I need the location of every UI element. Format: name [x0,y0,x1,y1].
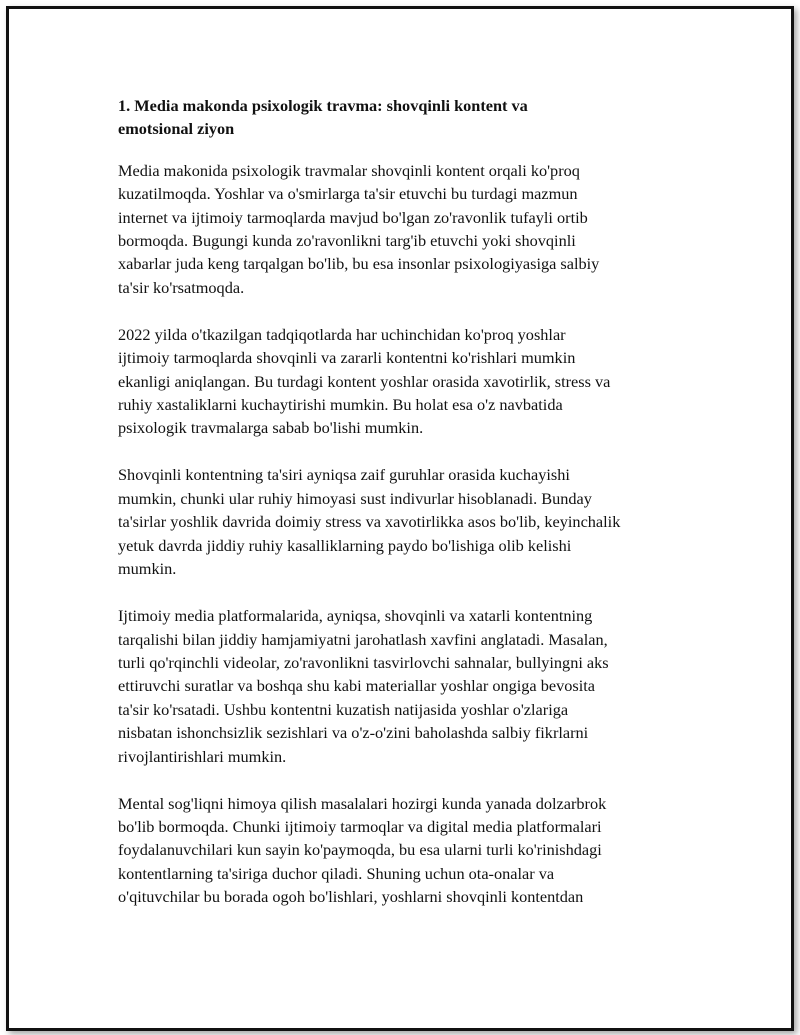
text-line: ta'sirlar yoshlik davrida doimiy stress va xavotirlikka asos bo'lib, keyinchalik [118,512,621,532]
text-line: ta'sir ko'rsatmoqda. [118,277,245,297]
text-line: ijtimoiy tarmoqlarda shovqinli va zararli kontentni ko'rishlari mumkin [118,348,576,368]
paragraph-2 [118,323,688,440]
text-line: kuzatilmoqda. Yoshlar va o'smirlarga ta'sir etuvchi bu turdagi mazmun [118,184,578,204]
section-heading [118,94,688,141]
paragraph-5 [118,792,688,909]
paragraph-1 [118,159,688,299]
text-line: internet va ijtimoiy tarmoqlarda mavjud bo'lgan zo'ravonlik tufayli ortib [118,207,588,227]
text-line: Ijtimoiy media platformalarida, ayniqsa, shovqinli va xatarli kontentning [118,606,593,626]
text-line: mumkin, chunki ular ruhiy himoyasi sust indivurlar hisoblanadi. Bunday [118,488,592,508]
text-line: ta'sir ko'rsatadi. Ushbu kontentni kuzatish natijasida yoshlar o'zlariga [118,699,569,719]
document-body [118,94,688,932]
text-line: yetuk davrda jiddiy ruhiy kasalliklarning paydo bo'lishiga olib kelishi [118,535,572,555]
heading-line: emotsional ziyon [118,119,235,139]
text-line: rivojlantirishlari mumkin. [118,746,287,766]
text-line: 2022 yilda o'tkazilgan tadqiqotlarda har uchinchidan ko'proq yoshlar [118,324,566,344]
text-line: Media makonida psixologik travmalar shovqinli kontent orqali ko'proq [118,160,580,180]
text-line: tarqalishi bilan jiddiy hamjamiyatni jarohatlash xavfini anglatadi. Masalan, [118,629,608,649]
heading-line: 1. Media makonda psixologik travma: shovqinli kontent va [118,96,528,115]
text-line: mumkin. [118,559,177,579]
text-line: turli qo'rqinchli videolar, zo'ravonlikni tasvirlovchi sahnalar, bullyingni aks [118,652,609,672]
text-line: ruhiy xastaliklarni kuchaytirishi mumkin. Bu holat esa o'z navbatida [118,395,563,415]
text-line: o'qituvchilar bu borada ogoh bo'lishlari, yoshlarni shovqinli kontentdan [118,887,584,907]
paragraph-4 [118,604,688,768]
text-line: Mental sog'liqni himoya qilish masalalari hozirgi kunda yanada dolzarbrok [118,793,607,813]
text-line: foydalanuvchilari kun sayin ko'paymoqda, bu esa ularni turli ko'rinishdagi [118,840,602,860]
paragraph-3 [118,463,688,580]
text-line: ekanligi aniqlangan. Bu turdagi kontent yoshlar orasida xavotirlik, stress va [118,371,611,391]
text-line: bo'lib bormoqda. Chunki ijtimoiy tarmoqlar va digital media platformalari [118,816,602,836]
text-line: psixologik travmalarga sabab bo'lishi mumkin. [118,418,424,438]
text-line: xabarlar juda keng tarqalgan bo'lib, bu esa insonlar psixologiyasiga salbiy [118,254,600,274]
text-line: nisbatan ishonchsizlik sezishlari va o'z-o'zini baholashda salbiy fikrlarni [118,723,589,743]
text-line: Shovqinli kontentning ta'siri ayniqsa zaif guruhlar orasida kuchayishi [118,465,570,485]
text-line: ettiruvchi suratlar va boshqa shu kabi materiallar yoshlar ongiga bevosita [118,676,595,696]
text-line: kontentlarning ta'siriga duchor qiladi. Shuning uchun ota-onalar va [118,863,555,883]
text-line: bormoqda. Bugungi kunda zo'ravonlikni targ'ib etuvchi yoki shovqinli [118,231,576,251]
